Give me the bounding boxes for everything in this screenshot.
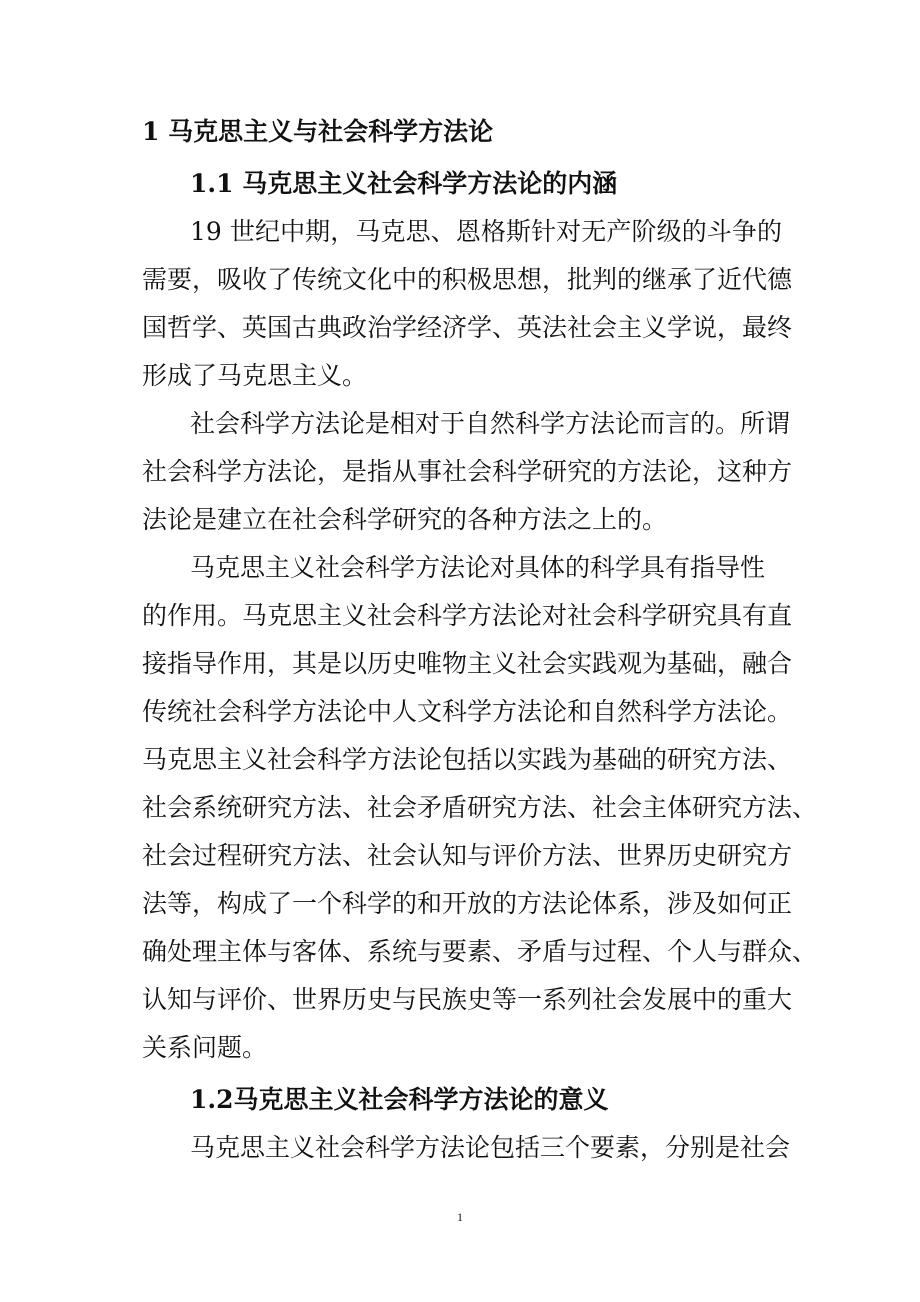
paragraph-line: 法等，构成了一个科学的和开放的方法论体系，涉及如何正 — [142, 889, 793, 918]
paragraph-line: 社会系统研究方法、社会矛盾研究方法、社会主体研究方法、 — [142, 793, 818, 822]
section-heading-1: 1 马克思主义与社会科学方法论 — [142, 117, 494, 146]
paragraph-line: 认知与评价、世界历史与民族史等一系列社会发展中的重大 — [142, 985, 793, 1014]
paragraph-line: 马克思主义社会科学方法论包括以实践为基础的研究方法、 — [142, 745, 793, 774]
paragraph-line: 需要，吸收了传统文化中的积极思想，批判的继承了近代德 — [142, 265, 793, 294]
paragraph-line: 法论是建立在社会科学研究的各种方法之上的。 — [142, 505, 668, 534]
paragraph-4 — [142, 1124, 791, 1172]
paragraph-line: 社会科学方法论，是指从事社会科学研究的方法论，这种方 — [142, 457, 793, 486]
paragraph-line: 马克思主义社会科学方法论对具体的科学具有指导性 — [190, 553, 766, 582]
paragraph-2 — [142, 400, 793, 544]
paragraph-line: 社会过程研究方法、社会认知与评价方法、世界历史研究方 — [142, 841, 793, 870]
paragraph-line: 关系问题。 — [142, 1033, 268, 1062]
paragraph-3 — [142, 544, 818, 1072]
paragraph-line: 马克思主义社会科学方法论包括三个要素，分别是社会 — [190, 1133, 791, 1162]
page-content — [142, 108, 818, 1172]
subsection-heading-1-2: 1.2马克思主义社会科学方法论的意义 — [190, 1085, 609, 1114]
paragraph-line: 确处理主体与客体、系统与要素、矛盾与过程、个人与群众、 — [142, 937, 818, 966]
paragraph-line: 接指导作用，其是以历史唯物主义社会实践观为基础，融合 — [142, 649, 793, 678]
paragraph-line: 的作用。马克思主义社会科学方法论对社会科学研究具有直 — [142, 601, 793, 630]
paragraph-line: 传统社会科学方法论中人文科学方法论和自然科学方法论。 — [142, 697, 793, 726]
paragraph-1 — [142, 208, 793, 400]
paragraph-line: 形成了马克思主义。 — [142, 361, 368, 390]
paragraph-line: 国哲学、英国古典政治学经济学、英法社会主义学说，最终 — [142, 313, 793, 342]
page-number: 1 — [457, 1210, 463, 1224]
subsection-heading-1-1: 1.1 马克思主义社会科学方法论的内涵 — [190, 169, 618, 198]
paragraph-line: 19 世纪中期，马克思、恩格斯针对无产阶级的斗争的 — [190, 217, 782, 246]
paragraph-line: 社会科学方法论是相对于自然科学方法论而言的。所谓 — [190, 409, 791, 438]
